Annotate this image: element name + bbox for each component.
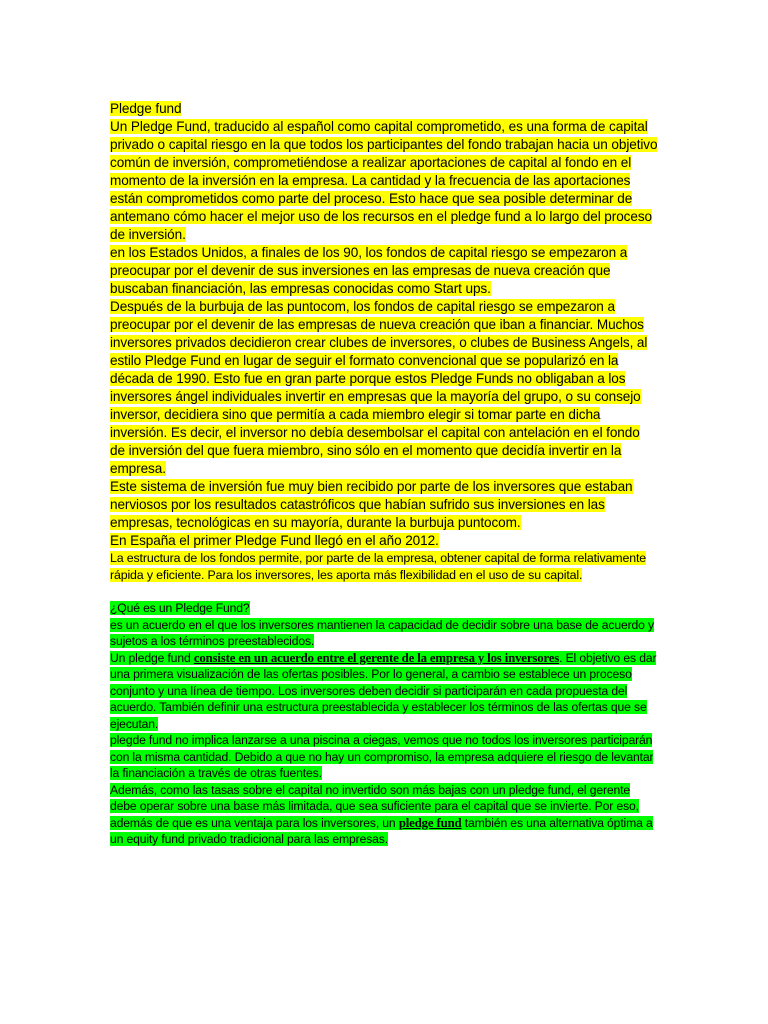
green-section (110, 600, 658, 848)
paragraph-pledge-consists: Un pledge fund consiste en un acuerdo entre el gerente de la empresa y los inversores. El objetivo es dar una primera visualización de las ofertas posibles. Por lo general, a cambio se establece un proceso conjunto y una línea de tiempo. Los inversores deben decidir si participarán en cada propuesta del acuerdo. También definir una estructura preestablecida y establecer los términos de las ofertas que se ejecutan. (110, 650, 657, 731)
section-gap (110, 584, 658, 600)
document-page (110, 100, 658, 848)
emphasized-pledge-fund: pledge fund (398, 815, 462, 830)
paragraph-usa-history: en los Estados Unidos, a finales de los 90, los fondos de capital riesgo se empezaron a preocupar por el devenir de sus inversiones en las empresas de nueva creación que buscaban financiación, las empresas conocidas como Start ups. (110, 245, 628, 296)
emphasized-phrase: consiste en un acuerdo entre el gerente de la empresa y los inversores (193, 650, 560, 665)
document-title: Pledge fund (110, 101, 182, 116)
green-heading: ¿Qué es un Pledge Fund? (110, 601, 250, 615)
paragraph-rates: Además, como las tasas sobre el capital no invertido son más bajas con un pledge fund, el gerente debe operar sobre una base más limitada, que sea suficiente para el capital que se invierte. Por eso, además de que es una ventaja para los inversores, un pledge fund también es una alternativa óptima a un equity fund privado tradicional para las empresas. (110, 782, 653, 846)
paragraph-definition: Un Pledge Fund, traducido al español como capital comprometido, es una forma de capital privado o capital riesgo en la que todos los participantes del fondo trabajan hacia un objetivo común de inversión, comprometiéndose a realizar aportaciones de capital al fondo en el momento de la inversión en la empresa. La cantidad y la frecuencia de las aportaciones están comprometidos como parte del proceso. Esto hace que sea posible determinar de antemano cómo hacer el mejor uso de los recursos en el pledge fund a lo largo del proceso de inversión. (110, 119, 658, 242)
paragraph-structure: La estructura de los fondos permite, por parte de la empresa, obtener capital de forma relativamente rápida y eficiente. Para los inversores, les aporta más flexibilidad en el uso de su capital. (110, 551, 646, 582)
yellow-small-section (110, 550, 658, 584)
paragraph-dotcom-bubble: Después de la burbuja de las puntocom, los fondos de capital riesgo se empezaron a preocupar por el devenir de las empresas de nueva creación que iban a financiar. Muchos inversores privados decidieron crear clubes de inversores, o clubes de Business Angels, al estilo Pledge Fund en lugar de seguir el formato convencional que se popularizó en la década de 1990. Esto fue en gran parte porque estos Pledge Funds no obligaban a los inversores ángel individuales invertir en empresas que la mayoría del grupo, o su consejo inversor, decidiera sino que permitía a cada miembro elegir si tomar parte en dicha inversión. Es decir, el inversor no debía desembolsar el capital con antelación en el fondo de inversión del que fuera miembro, sino sólo en el momento que decidía invertir en la empresa. (110, 299, 648, 476)
paragraph-reception: Este sistema de inversión fue muy bien recibido por parte de los inversores que estaban nerviosos por los resultados catastróficos que habían sufrido sus inversiones en las empresas, tecnológicas en su mayoría, durante la burbuja puntocom. (110, 479, 633, 530)
paragraph-agreement: es un acuerdo en el que los inversores mantienen la capacidad de decidir sobre una base de acuerdo y sujetos a los términos preestablecidos. (110, 617, 654, 648)
paragraph-no-blind-dive: plegde fund no implica lanzarse a una piscina a ciegas, vemos que no todos los inversores participarán con la misma cantidad. Debido a que no hay un compromiso, la empresa adquiere el riesgo de levantar la financiación a través de otras fuentes. (110, 733, 654, 780)
paragraph-spain: En España el primer Pledge Fund llegó en el año 2012. (110, 533, 439, 548)
yellow-section (110, 100, 658, 550)
